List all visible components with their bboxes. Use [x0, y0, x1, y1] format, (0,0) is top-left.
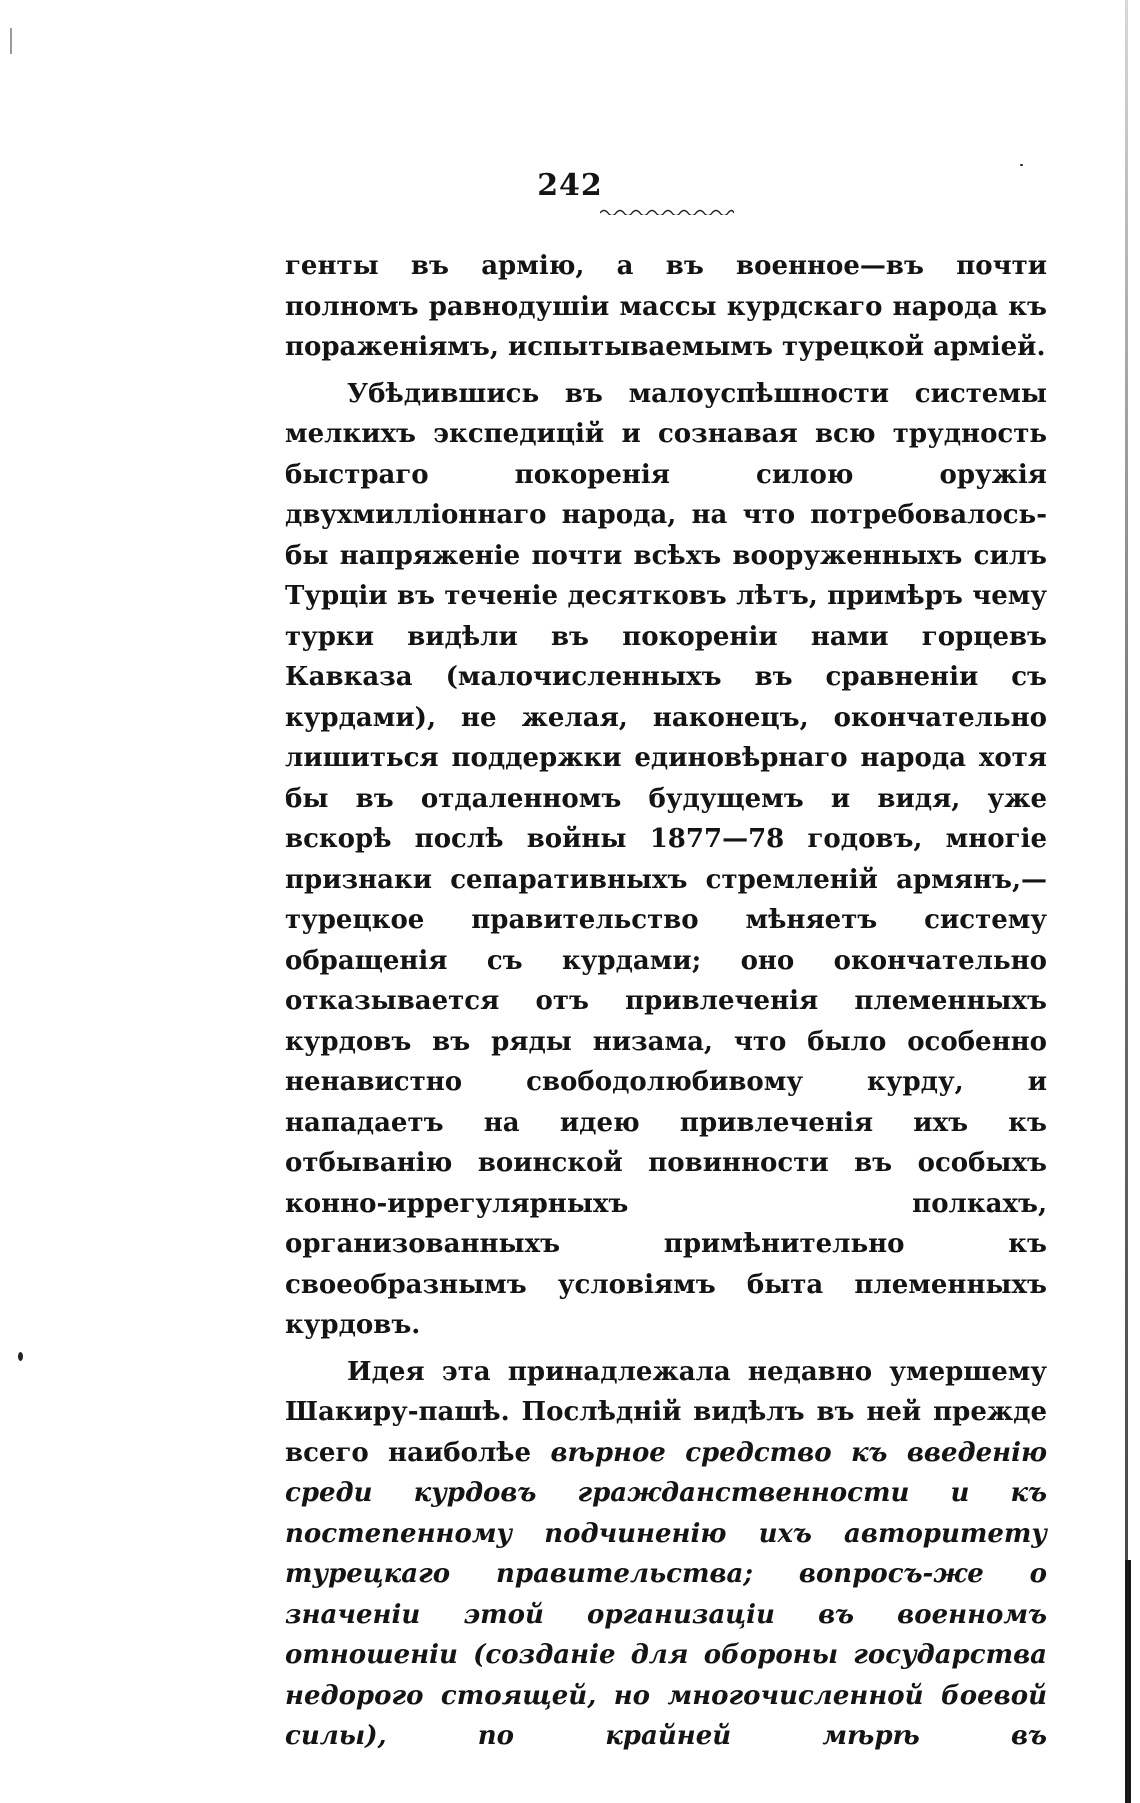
scan-speck: [1020, 164, 1023, 166]
paragraph: Убѣдившись въ малоуспѣшности системы мелкихъ экспедицій и сознавая всю трудность быстраго покоренія силою оружія двухмилліоннаго народа, на что потребовалось-бы напряженіе почти всѣхъ вооруженныхъ силъ Турціи въ теченіе десятковъ лѣтъ, примѣръ чему турки видѣли въ покореніи нами горцевъ Кавказа (малочисленныхъ въ сравненіи съ курдами), не желая, наконецъ, окончательно лишиться поддержки единовѣрнаго народа хотя бы въ отдаленномъ будущемъ и видя, уже вскорѣ послѣ войны 1877—78 годовъ, многіе признаки сепаративныхъ стремленій армянъ,—турецкое правительство мѣняетъ систему обращенія съ курдами; оно окончательно отказывается отъ привлеченія племенныхъ курдовъ въ ряды низама, что было особенно ненавистно свободолюбивому курду, и нападаетъ на идею привлеченія ихъ къ отбыванію воинской повинности въ особыхъ конно-иррегулярныхъ полкахъ, организованныхъ примѣнительно къ своеобразнымъ условіямъ быта племенныхъ курдовъ.: [285, 378, 1047, 1340]
scan-right-edge-shadow: [1125, 1560, 1131, 1803]
paragraph-continuation: генты въ армію, а въ военное—въ почти полномъ равнодушіи массы курдскаго народа къ пораженіямъ, испытываемымъ турецкой арміей.: [285, 251, 1047, 362]
paragraph-italic-text: вѣрное средство къ введенію среди курдовъ гражданственности и къ постепенному подчиненію ихъ авторитету турецкаго правительства; вопросъ-же о значеніи этой организаціи въ военномъ отношеніи (созданіе для обороны государства недорого стоящей, но многочисленной боевой силы), по крайней мѣрѣ въ: [285, 1437, 1047, 1751]
page-number-ornament: [600, 207, 734, 215]
paragraph-regular-text: Идея эта принадлежала недавно умершему Шакиру-пашѣ. Послѣдній видѣлъ въ ней прежде всего наиболѣе: [285, 1356, 1047, 1468]
paragraph-shakir-pasha: [285, 1352, 1047, 1757]
scan-edge-mark: [10, 28, 12, 54]
scan-right-edge: [1125, 0, 1128, 1803]
page-number: 242: [537, 168, 603, 203]
body-text: [285, 246, 1047, 1757]
scan-speck: [18, 1352, 23, 1361]
